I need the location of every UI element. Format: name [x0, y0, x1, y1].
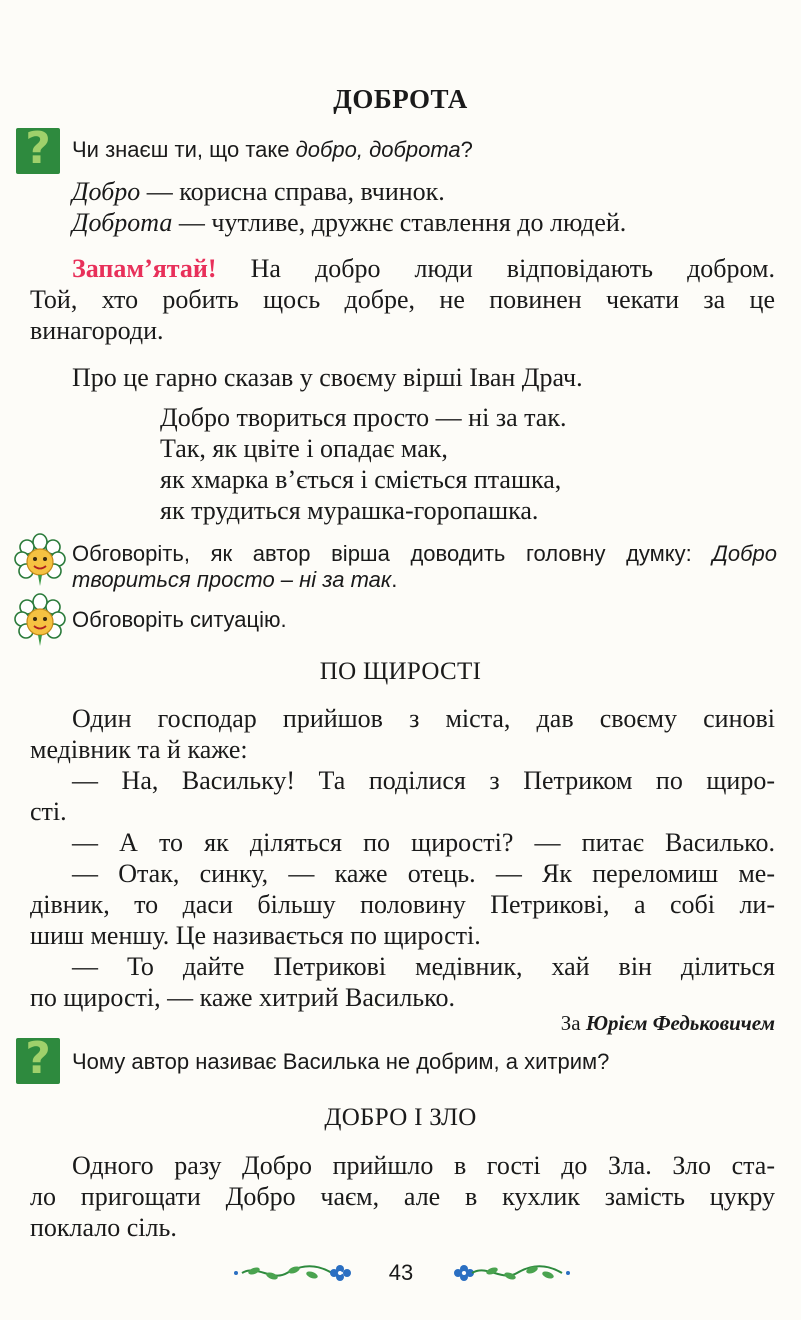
- poem-intro: Про це гарно сказав у своєму вірші Іван Драч.: [72, 363, 583, 392]
- discussion-text-2: Обговоріть ситуацію.: [72, 607, 287, 632]
- story-text: Одного разу Добро прийшло в гості до Зла. Зло ста- ло пригощати Добро чаєм, але в кухлик замість цукру поклало сіль.: [30, 1151, 775, 1242]
- flower-face-icon: [14, 532, 66, 588]
- discussion-text-1: Обговоріть, як автор вірша доводить головну думку: Добро твориться просто – ні за так.: [72, 541, 777, 592]
- floral-ornament-icon: [450, 1262, 572, 1284]
- story-title: ДОБРО І ЗЛО: [324, 1104, 477, 1131]
- remember-label: Запам’ятай!: [72, 254, 217, 283]
- poem-line: Добро твориться просто — ні за так.: [160, 403, 567, 432]
- remember-paragraph: Запам’ятай! На добро люди відповідають добром. Той, хто робить щось добре, не повинен чекати за це винагороди.: [30, 254, 775, 345]
- page-title: ДОБРОТА: [333, 84, 468, 114]
- question-mark-icon: ?: [16, 1038, 60, 1084]
- definition-dobrota: Доброта — чутливе, дружнє ставлення до людей.: [72, 208, 627, 237]
- story-author: За Юрієм Федьковичем: [560, 1011, 775, 1035]
- story-text: Один господар прийшов з міста, дав своєму синові медівник та й каже: — На, Васильку! Та поділися з Петриком по щиро- сті. — А то як діляться по щирості? — питає Василько. — Отак, синку, — каже отець. — Як переломиш ме- дівник, то даси більшу половину Петрикові, а собі ли- шиш меншу. Це називається по щирості. — То дайте Петрикові медівник, хай він ділиться по щирості, — каже хитрий Василько.: [30, 704, 775, 1012]
- poem: [160, 402, 566, 526]
- page-number: 43: [388, 1260, 414, 1285]
- poem-line: Так, як цвіте і опадає мак,: [160, 434, 448, 463]
- question-mark-icon: ?: [16, 128, 60, 174]
- question-text: Чи знаєш ти, що таке добро, доброта?: [72, 137, 473, 162]
- story-title: ПО ЩИРОСТІ: [319, 658, 482, 685]
- flower-face-icon: [14, 592, 66, 648]
- floral-ornament-icon: [232, 1262, 354, 1284]
- poem-line: як трудиться мурашка-горопашка.: [160, 496, 539, 525]
- poem-line: як хмарка в’ється і сміється пташка,: [160, 465, 562, 494]
- question-text: Чому автор називає Василька не добрим, а хитрим?: [72, 1049, 610, 1074]
- definition-dobro: Добро — корисна справа, вчинок.: [72, 177, 445, 206]
